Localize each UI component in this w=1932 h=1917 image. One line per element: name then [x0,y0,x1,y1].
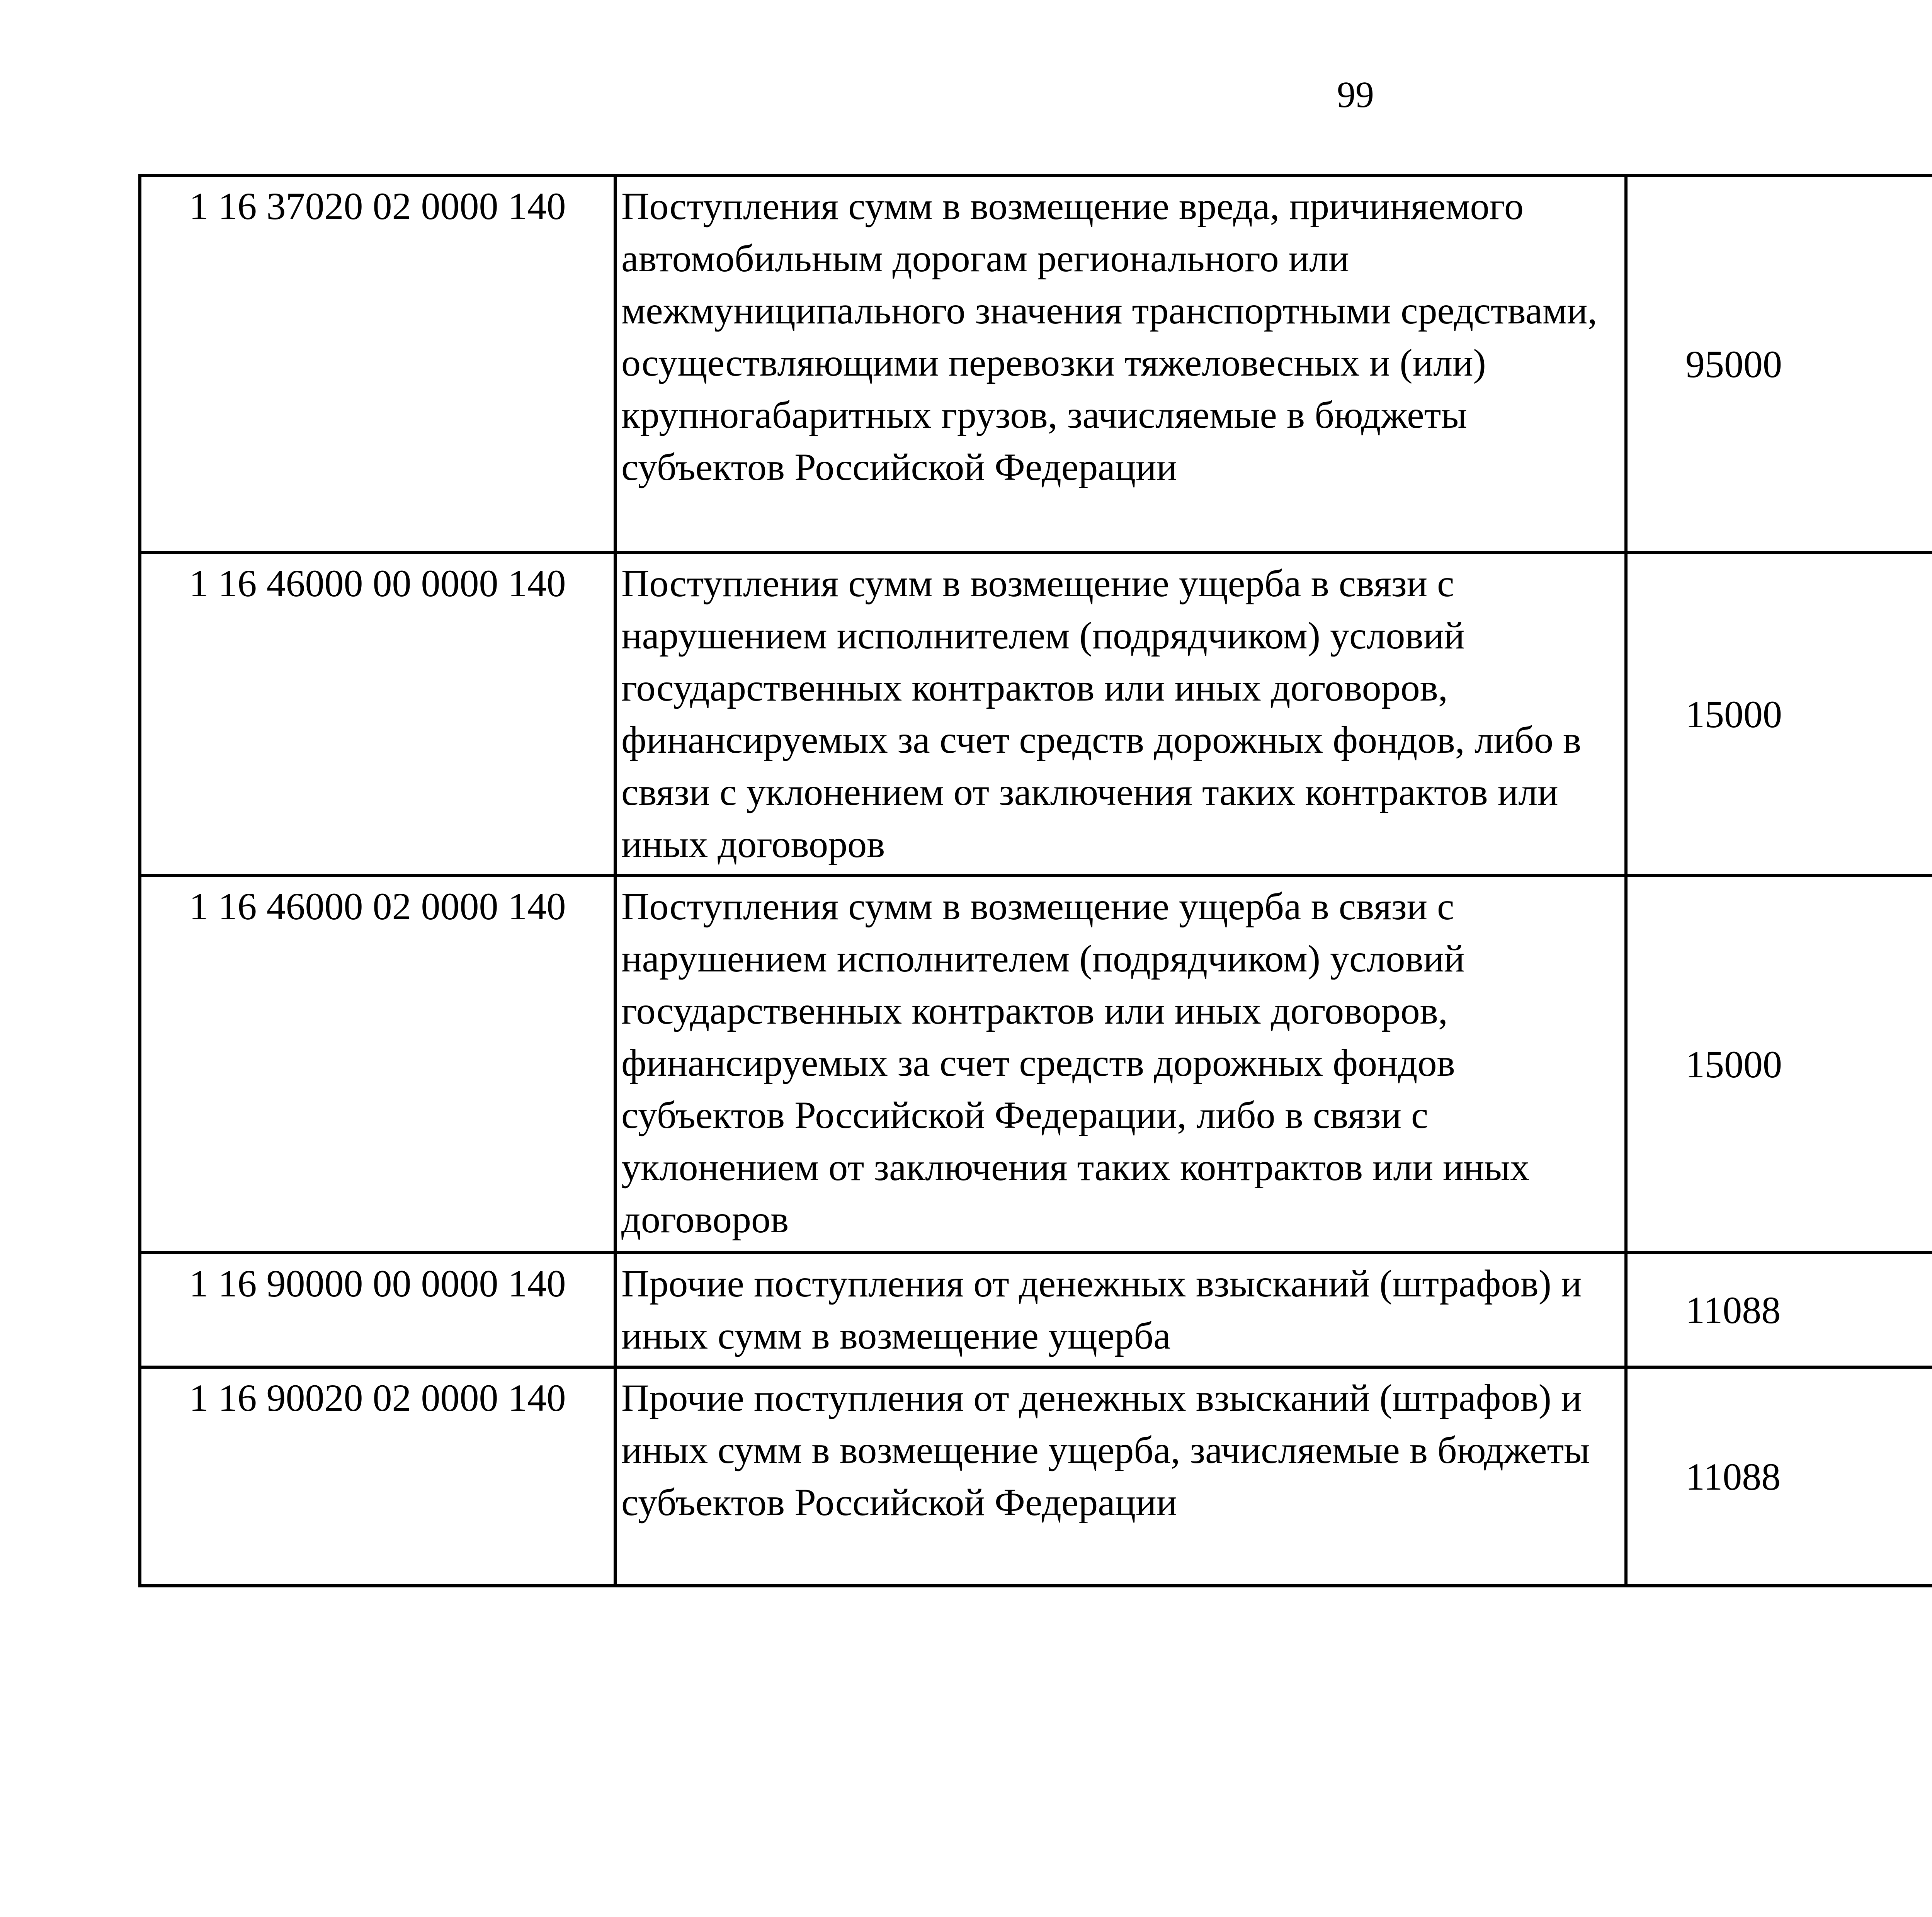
amount-cell-1: 11088 [1626,1253,1932,1367]
revenue-name-cell: Прочие поступления от денежных взысканий (штрафов) и иных сумм в возмещение ущерба, зачисляемые в бюджеты субъектов Российской Федерации [615,1367,1626,1586]
table-row [140,1367,1932,1586]
budget-code-cell: 1 16 37020 02 0000 140 [140,175,615,553]
revenue-name-cell: Прочие поступления от денежных взысканий (штрафов) и иных сумм в возмещение ущерба [615,1253,1626,1367]
table-row [140,876,1932,1253]
revenue-table [138,174,1932,1587]
table-row [140,553,1932,876]
budget-code-cell: 1 16 90000 00 0000 140 [140,1253,615,1367]
table-row [140,175,1932,553]
amount-cell-1: 15000 [1626,553,1932,876]
revenue-name-cell: Поступления сумм в возмещение вреда, причиняемого автомобильным дорогам регионального или межмуниципального значения транспортными средствами, осуществляющими перевозки тяжеловесных и (или) крупногабаритных грузов, зачисляемые в бюджеты субъектов Российской Федерации [615,175,1626,553]
amount-cell-1: 15000 [1626,876,1932,1253]
budget-code-cell: 1 16 46000 02 0000 140 [140,876,615,1253]
revenue-name-cell: Поступления сумм в возмещение ущерба в связи с нарушением исполнителем (подрядчиком) условий государственных контрактов или иных договоров, финансируемых за счет средств дорожных фондов субъектов Российской Федерации, либо в связи с уклонением от заключения таких контрактов или иных договоров [615,876,1626,1253]
table-row [140,1253,1932,1367]
budget-code-cell: 1 16 90020 02 0000 140 [140,1367,615,1586]
budget-code-cell: 1 16 46000 00 0000 140 [140,553,615,876]
amount-cell-1: 95000 [1626,175,1932,553]
amount-cell-1: 11088 [1626,1367,1932,1586]
revenue-name-cell: Поступления сумм в возмещение ущерба в связи с нарушением исполнителем (подрядчиком) условий государственных контрактов или иных договоров, финансируемых за счет средств дорожных фондов, либо в связи с уклонением от заключения таких контрактов или иных договоров [615,553,1626,876]
page-number: 99 [1337,74,1374,115]
